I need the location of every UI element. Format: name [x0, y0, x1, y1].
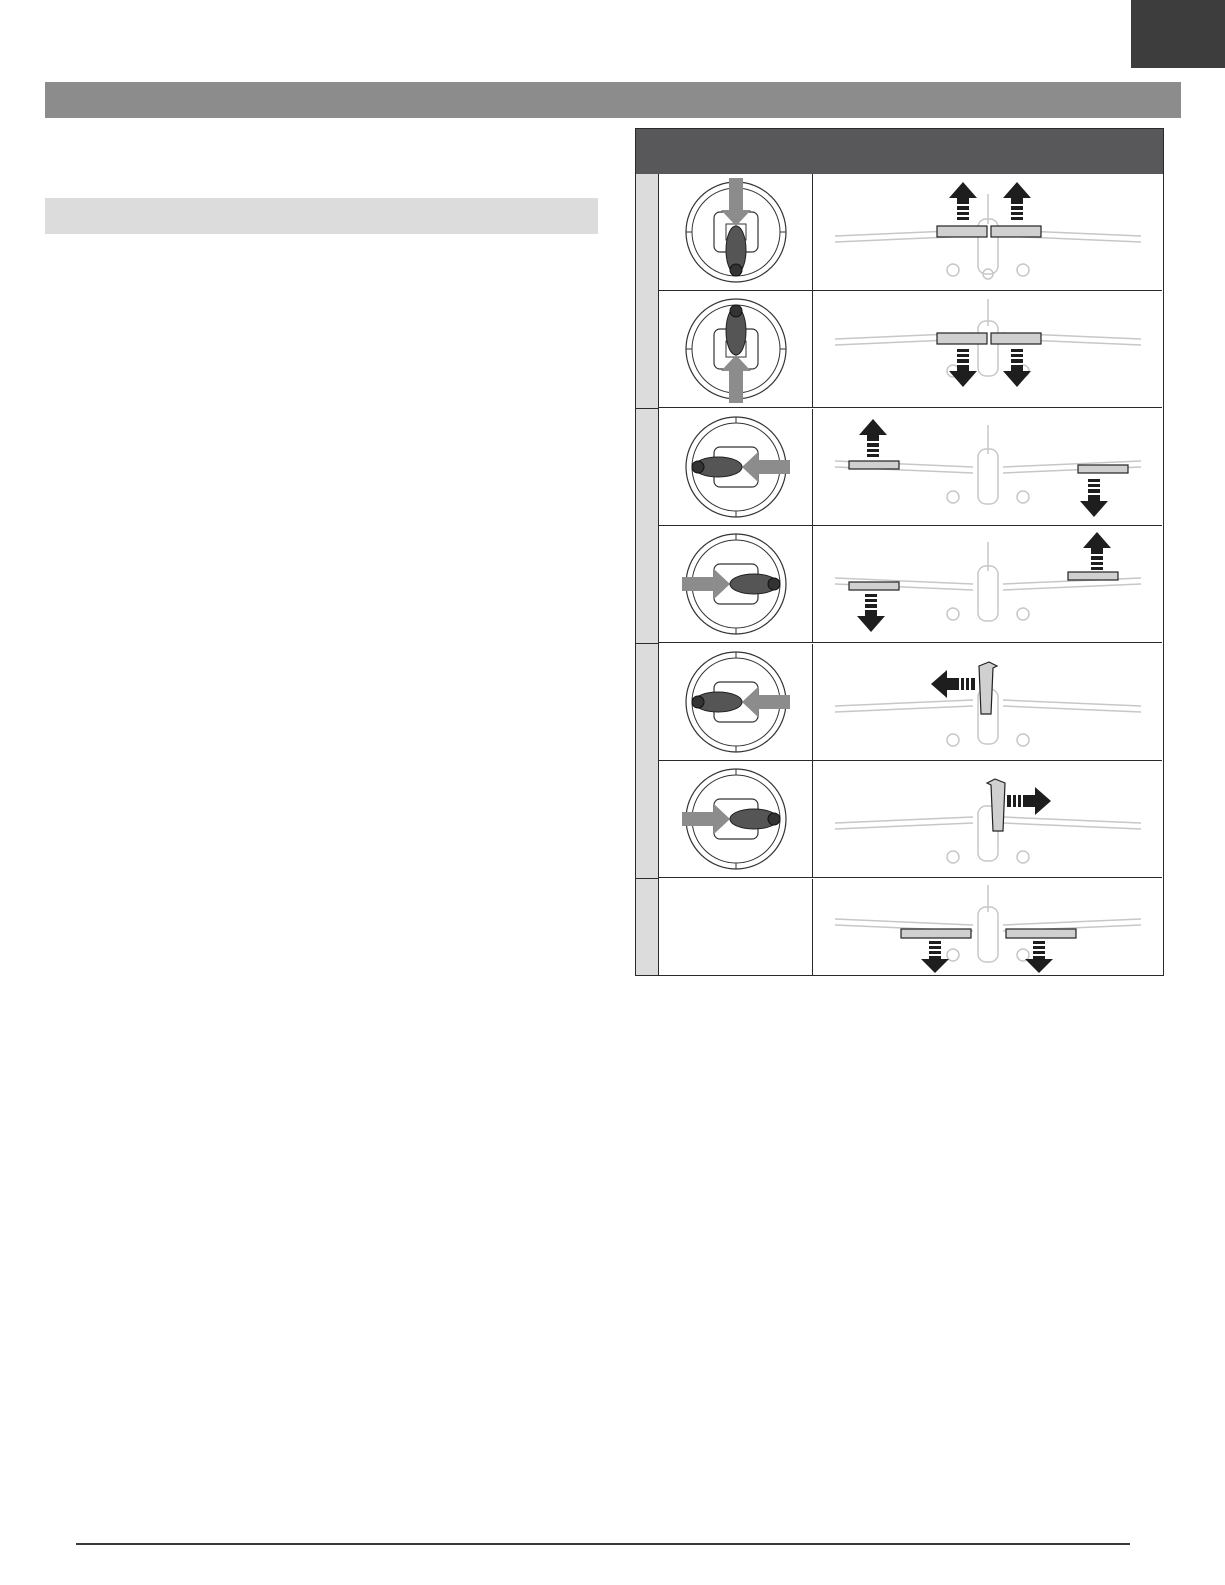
table-row	[659, 644, 1162, 761]
table-row	[659, 409, 1162, 526]
stick-left-icon	[659, 644, 813, 761]
table-row	[659, 526, 1162, 643]
plane-cell	[813, 409, 1162, 525]
plane-cell	[813, 879, 1162, 975]
rudder-left-icon	[813, 644, 1162, 761]
stick-cell	[659, 291, 813, 407]
rudder-right-icon	[813, 761, 1162, 878]
stick-left-icon	[659, 409, 813, 526]
control-direction-table	[635, 128, 1164, 976]
table-row	[659, 879, 1162, 975]
table-row	[659, 291, 1162, 408]
group-band-aileron	[636, 409, 659, 644]
table-row	[659, 761, 1162, 878]
group-band-flaps	[636, 879, 659, 975]
elevator-down-icon	[813, 291, 1162, 408]
stick-cell	[659, 409, 813, 525]
aileron-left-roll-icon	[813, 409, 1162, 526]
section-header-bar	[45, 82, 1181, 118]
group-band-elevator	[636, 174, 659, 409]
stick-cell	[659, 526, 813, 642]
stick-pulled-back-icon	[659, 174, 813, 291]
table-header	[636, 129, 1163, 174]
chapter-tab	[1131, 0, 1225, 68]
stick-pushed-forward-icon	[659, 291, 813, 408]
plane-cell	[813, 291, 1162, 407]
stick-right-icon	[659, 526, 813, 643]
stick-cell	[659, 761, 813, 877]
flaps-down-icon	[813, 879, 1162, 975]
stick-cell	[659, 879, 813, 975]
stick-cell	[659, 174, 813, 290]
footer-rule	[76, 1543, 1130, 1545]
subsection-header-bar	[45, 198, 598, 234]
stick-right-icon	[659, 761, 813, 878]
aileron-right-roll-icon	[813, 526, 1162, 643]
elevator-up-icon	[813, 174, 1162, 291]
plane-cell	[813, 174, 1162, 290]
plane-cell	[813, 761, 1162, 877]
plane-cell	[813, 526, 1162, 642]
stick-cell	[659, 644, 813, 760]
table-row	[659, 174, 1162, 291]
plane-cell	[813, 644, 1162, 760]
group-band-rudder	[636, 644, 659, 879]
